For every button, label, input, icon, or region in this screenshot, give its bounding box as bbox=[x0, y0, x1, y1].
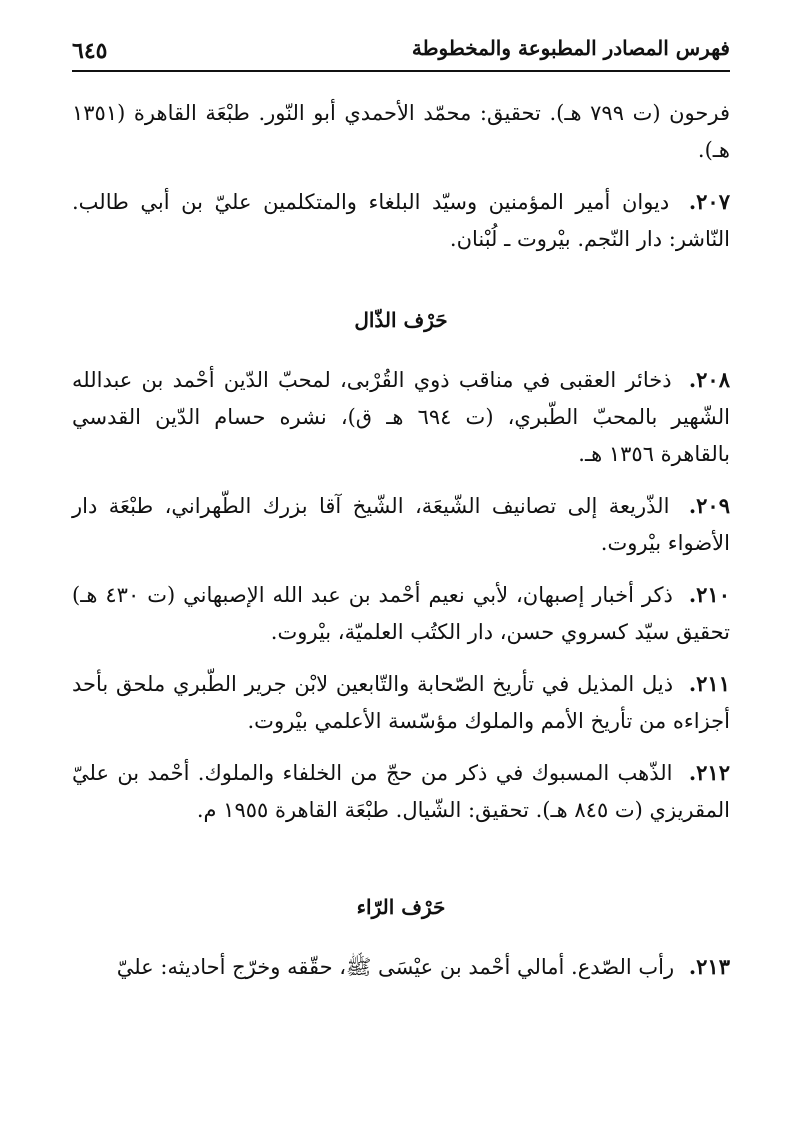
entry-text: ذيل المذيل في تأريخ الصّحابة والتّابعين لابْن جرير الطّبري ملحق بأحد أجزاءه من تأريخ الأمم والملوك مؤسّسة الأعلمي بيْروت. bbox=[72, 672, 730, 733]
entry-text: رأب الصّدع. أمالي أحْمد بن عيْسَى ﷺ، حقّقه وخرّج أحاديثه: عليّ bbox=[116, 955, 675, 979]
entry-213 bbox=[72, 948, 730, 986]
entry-number: ٢١١. bbox=[688, 671, 730, 696]
entry-number: ٢٠٨. bbox=[688, 367, 730, 392]
entry-number: ٢٠٧. bbox=[688, 189, 730, 214]
entry-text: ديوان أمير المؤمنين وسيّد البلغاء والمتكلمين عليّ بن أبي طالب. النّاشر: دار النّجم. بيْروت ـ لُبْنان. bbox=[72, 190, 730, 251]
entry-text: ذخائر العقبى في مناقب ذوي القُرْبى، لمحبّ الدّين أحْمد بن عبدالله الشّهير بالمحبّ الطّبري، (ت ٦٩٤ هـ ق)، نشره حسام الدّين القدسي بالقاهرة ١٣٥٦ هـ. bbox=[72, 368, 730, 466]
entry-208 bbox=[72, 361, 730, 473]
entry-number: ٢١٣. bbox=[688, 954, 730, 979]
entry-211 bbox=[72, 665, 730, 740]
entry-text: الذّهب المسبوك في ذكر من حجّ من الخلفاء والملوك. أحْمد بن عليّ المقريزي (ت ٨٤٥ هـ). تحقيق: الشّيال. طبْعَة القاهرة ١٩٥٥ م. bbox=[72, 761, 730, 822]
entry-210 bbox=[72, 576, 730, 651]
section-heading-ra: حَرْف الرّاء bbox=[356, 895, 446, 919]
entry-number: ٢٠٩. bbox=[688, 493, 730, 518]
entry-number: ٢١٢. bbox=[688, 760, 730, 785]
section-heading-dhal: حَرْف الذّال bbox=[354, 308, 448, 332]
header-title: فهرس المصادر المطبوعة والمخطوطة bbox=[411, 36, 730, 60]
entry-212 bbox=[72, 754, 730, 829]
entry-text: الذّريعة إلى تصانيف الشّيعَة، الشّيخ آقا بزرك الطّهراني، طبْعَة دار الأضواء بيْروت. bbox=[72, 494, 730, 555]
entry-207 bbox=[72, 183, 730, 258]
header-divider bbox=[72, 70, 730, 72]
entry-209 bbox=[72, 487, 730, 562]
entry-text: ذكر أخبار إصبهان، لأبي نعيم أحْمد بن عبد الله الإصبهاني (ت ٤٣٠ هـ) تحقيق سيّد كسروي حسن، دار الكتُب العلميّة، بيْروت. bbox=[72, 583, 730, 644]
entry-number: ٢١٠. bbox=[688, 582, 730, 607]
continuation-paragraph bbox=[72, 95, 730, 169]
running-header bbox=[72, 36, 730, 72]
continuation-text: فرحون (ت ٧٩٩ هـ). تحقيق: محمّد الأحمدي أبو النّور. طبْعَة القاهرة (١٣٥١ هـ). bbox=[72, 101, 730, 162]
page-body bbox=[72, 95, 730, 1000]
page-number: ٦٤٥ bbox=[72, 38, 108, 64]
